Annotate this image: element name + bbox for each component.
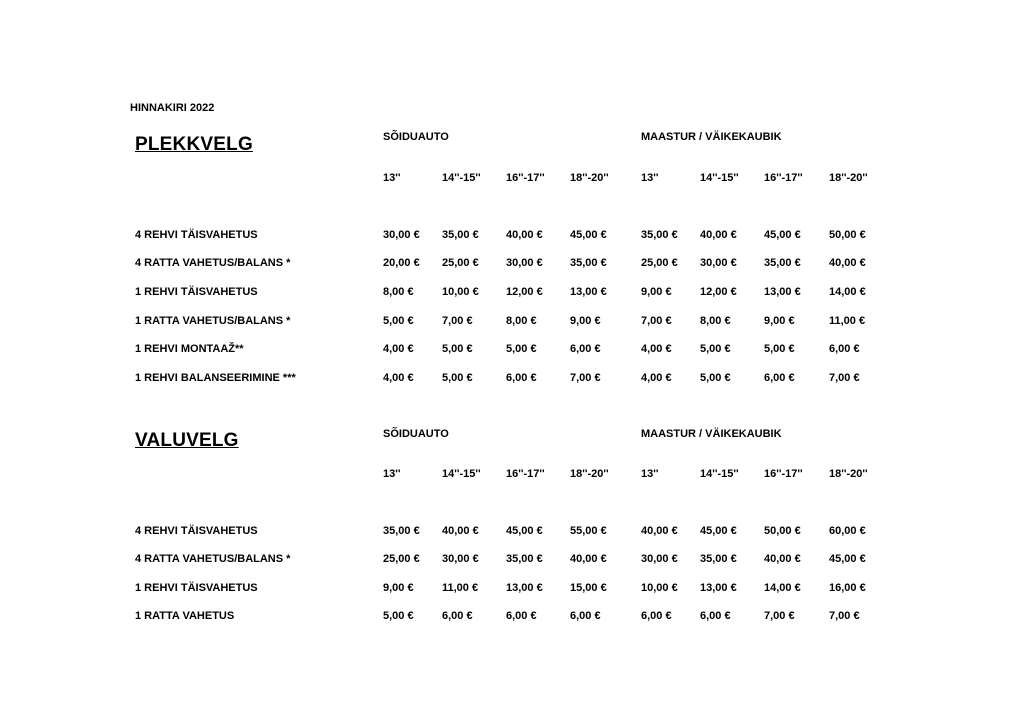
rim-size-header: 13'' [641,172,659,184]
price-cell: 5,00 € [506,343,537,355]
rim-size-header: 16''-17'' [764,468,803,480]
price-cell: 13,00 € [764,286,801,298]
price-cell: 45,00 € [700,525,737,537]
price-cell: 4,00 € [641,343,672,355]
service-label: 1 REHVI MONTAAŽ** [135,343,244,355]
rim-size-header: 14''-15'' [442,468,481,480]
rim-size-header: 14''-15'' [700,172,739,184]
price-cell: 4,00 € [383,372,414,384]
price-cell: 7,00 € [641,315,672,327]
price-cell: 40,00 € [506,229,543,241]
vehicle-group-header: SÕIDUAUTO [383,131,449,143]
price-cell: 8,00 € [383,286,414,298]
document-title: HINNAKIRI 2022 [130,102,215,114]
price-cell: 6,00 € [442,610,473,622]
price-cell: 6,00 € [700,610,731,622]
price-cell: 25,00 € [442,257,479,269]
rim-size-header: 13'' [383,172,401,184]
price-cell: 30,00 € [641,553,678,565]
price-cell: 14,00 € [764,582,801,594]
price-cell: 20,00 € [383,257,420,269]
price-cell: 9,00 € [570,315,601,327]
service-label: 1 RATTA VAHETUS [135,610,235,622]
vehicle-group-header: MAASTUR / VÄIKEKAUBIK [641,428,782,440]
price-cell: 9,00 € [641,286,672,298]
service-label: 4 REHVI TÄISVAHETUS [135,525,258,537]
rim-size-header: 16''-17'' [506,172,545,184]
price-cell: 13,00 € [700,582,737,594]
price-cell: 60,00 € [829,525,866,537]
price-cell: 5,00 € [383,610,414,622]
price-cell: 16,00 € [829,582,866,594]
price-cell: 7,00 € [570,372,601,384]
price-cell: 11,00 € [442,582,479,594]
price-cell: 12,00 € [700,286,737,298]
price-cell: 11,00 € [829,315,866,327]
price-cell: 7,00 € [829,372,860,384]
price-cell: 30,00 € [383,229,420,241]
price-cell: 5,00 € [442,343,473,355]
price-cell: 5,00 € [442,372,473,384]
price-cell: 30,00 € [506,257,543,269]
price-cell: 7,00 € [829,610,860,622]
price-cell: 7,00 € [764,610,795,622]
price-cell: 40,00 € [700,229,737,241]
service-label: 4 RATTA VAHETUS/BALANS * [135,553,291,565]
price-cell: 45,00 € [764,229,801,241]
price-cell: 14,00 € [829,286,866,298]
price-cell: 40,00 € [829,257,866,269]
price-cell: 6,00 € [641,610,672,622]
rim-size-header: 16''-17'' [506,468,545,480]
price-cell: 6,00 € [829,343,860,355]
rim-size-header: 18''-20'' [829,172,868,184]
price-cell: 13,00 € [570,286,607,298]
price-cell: 40,00 € [641,525,678,537]
price-cell: 10,00 € [641,582,678,594]
price-cell: 4,00 € [383,343,414,355]
rim-size-header: 18''-20'' [570,468,609,480]
price-cell: 5,00 € [383,315,414,327]
price-cell: 6,00 € [506,372,537,384]
price-cell: 9,00 € [383,582,414,594]
rim-size-header: 14''-15'' [442,172,481,184]
price-cell: 6,00 € [570,343,601,355]
price-cell: 25,00 € [383,553,420,565]
rim-size-header: 14''-15'' [700,468,739,480]
price-cell: 25,00 € [641,257,678,269]
section-title: VALUVELG [135,430,239,451]
service-label: 4 REHVI TÄISVAHETUS [135,229,258,241]
price-cell: 6,00 € [506,610,537,622]
price-cell: 13,00 € [506,582,543,594]
price-cell: 6,00 € [764,372,795,384]
price-cell: 5,00 € [700,372,731,384]
price-cell: 30,00 € [442,553,479,565]
price-cell: 8,00 € [700,315,731,327]
price-cell: 35,00 € [641,229,678,241]
price-cell: 7,00 € [442,315,473,327]
rim-size-header: 13'' [383,468,401,480]
price-cell: 35,00 € [570,257,607,269]
service-label: 1 REHVI BALANSEERIMINE *** [135,372,296,384]
price-cell: 40,00 € [442,525,479,537]
price-cell: 35,00 € [700,553,737,565]
rim-size-header: 18''-20'' [829,468,868,480]
service-label: 1 REHVI TÄISVAHETUS [135,286,258,298]
price-cell: 15,00 € [570,582,607,594]
price-cell: 45,00 € [829,553,866,565]
price-cell: 12,00 € [506,286,543,298]
price-cell: 50,00 € [764,525,801,537]
vehicle-group-header: SÕIDUAUTO [383,428,449,440]
price-cell: 35,00 € [764,257,801,269]
rim-size-header: 18''-20'' [570,172,609,184]
price-cell: 45,00 € [570,229,607,241]
price-cell: 50,00 € [829,229,866,241]
rim-size-header: 13'' [641,468,659,480]
price-cell: 45,00 € [506,525,543,537]
price-cell: 8,00 € [506,315,537,327]
price-cell: 35,00 € [442,229,479,241]
rim-size-header: 16''-17'' [764,172,803,184]
price-cell: 5,00 € [700,343,731,355]
price-cell: 9,00 € [764,315,795,327]
price-cell: 55,00 € [570,525,607,537]
price-cell: 40,00 € [570,553,607,565]
vehicle-group-header: MAASTUR / VÄIKEKAUBIK [641,131,782,143]
section-title: PLEKKVELG [135,134,253,155]
price-cell: 30,00 € [700,257,737,269]
price-cell: 35,00 € [506,553,543,565]
price-cell: 35,00 € [383,525,420,537]
price-cell: 6,00 € [570,610,601,622]
service-label: 4 RATTA VAHETUS/BALANS * [135,257,291,269]
price-cell: 40,00 € [764,553,801,565]
service-label: 1 REHVI TÄISVAHETUS [135,582,258,594]
price-cell: 5,00 € [764,343,795,355]
service-label: 1 RATTA VAHETUS/BALANS * [135,315,291,327]
price-cell: 10,00 € [442,286,479,298]
price-cell: 4,00 € [641,372,672,384]
